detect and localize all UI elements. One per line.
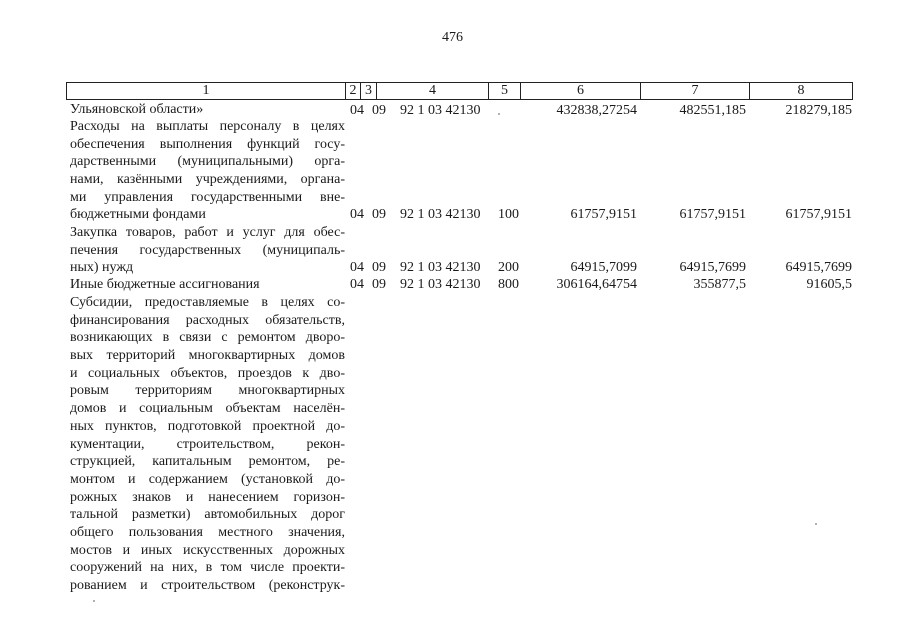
description-line: нами, казёнными учреждениями, органа- [70,172,345,188]
cell-expense-type: 100 [498,207,519,222]
description-line: общего пользования местного значения, [70,524,345,540]
cell-target-article: 92 1 03 42130 [400,207,481,222]
scan-speck [498,113,500,115]
header-col-7: 7 [640,83,749,99]
cell-subsection: 09 [372,260,386,275]
cell-expense-type: 200 [498,260,519,275]
cell-amount-7: 355877,5 [693,277,746,292]
cell-subsection: 09 [372,277,386,292]
cell-section: 04 [350,260,364,275]
cell-expense-type: 800 [498,277,519,292]
cell-amount-7: 64915,7699 [679,260,746,275]
description-line: обеспечения выполнения функций госу- [70,136,345,152]
description-line: бюджетными фондами [70,207,206,223]
scan-speck [815,523,817,525]
description-line: Закупка товаров, работ и услуг для обес- [70,225,345,240]
cell-section: 04 [350,277,364,292]
cell-subsection: 09 [372,103,386,118]
description-line: ных) нужд [70,260,134,276]
description-line: тальной разметки) автомобильных дорог [70,507,345,523]
cell-amount-7: 482551,185 [679,103,746,118]
description-line: дарственными (муниципальными) орга- [70,154,345,170]
description-line: ных пунктов, подготовкой проектной до- [70,418,345,434]
description-line: домов и социальным объектам населён- [70,401,345,417]
cell-target-article: 92 1 03 42130 [400,103,481,118]
cell-amount-8: 218279,185 [785,103,852,118]
header-col-6: 6 [520,83,640,99]
cell-amount-7: 61757,9151 [679,207,746,222]
description-line: струкцией, капитальным ремонтом, ре- [70,454,345,470]
description-line: кументации, строительством, рекон- [70,436,345,452]
table-header [66,82,853,100]
cell-section: 04 [350,207,364,222]
description-line: финансирования расходных обязательств, [70,312,345,328]
description-line: ровым территориям многоквартирных [70,383,345,399]
description-line: рожных знаков и нанесением горизон- [70,489,345,505]
header-col-3: 3 [360,83,376,99]
cell-target-article: 92 1 03 42130 [400,277,481,292]
description-line: вых территорий многоквартирных домов [70,348,345,364]
cell-target-article: 92 1 03 42130 [400,260,481,275]
cell-section: 04 [350,103,364,118]
header-col-8: 8 [749,83,853,99]
row-description [70,118,345,224]
description-line: Расходы на выплаты персоналу в целях [70,119,345,134]
row-description [70,276,345,294]
description-line: монтом и содержанием (установкой до- [70,471,345,487]
row-description [70,294,345,595]
description-line: рованием и строительством (реконструк- [70,578,345,593]
cell-amount-8: 64915,7699 [785,260,852,275]
page-number: 476 [442,30,463,45]
cell-amount-6: 61757,9151 [570,207,637,222]
cell-amount-8: 91605,5 [806,277,852,292]
header-col-1: 1 [66,83,345,99]
cell-amount-6: 64915,7099 [570,260,637,275]
header-col-4: 4 [376,83,488,99]
description-line: Иные бюджетные ассигнования [70,277,260,292]
cell-amount-6: 306164,64754 [556,277,637,292]
description-line: ми управления государственными вне- [70,189,345,205]
row-description [70,224,345,277]
description-line: возникающих в связи с ремонтом дворо- [70,330,345,346]
header-col-2: 2 [345,83,360,99]
description-line: Ульяновской области» [70,102,204,117]
cell-amount-8: 61757,9151 [785,207,852,222]
scan-speck [93,600,95,602]
description-line: и социальных объектов, проездов к дво- [70,365,345,381]
description-line: мостов и иных искусственных дорожных [70,542,345,558]
row-description [70,101,345,119]
description-line: сооружений на них, в том числе проекти- [70,560,345,576]
cell-subsection: 09 [372,207,386,222]
cell-amount-6: 432838,27254 [556,103,637,118]
description-line: печения государственных (муниципаль- [70,242,345,258]
header-col-5: 5 [488,83,520,99]
description-line: Субсидии, предоставляемые в целях со- [70,295,345,310]
